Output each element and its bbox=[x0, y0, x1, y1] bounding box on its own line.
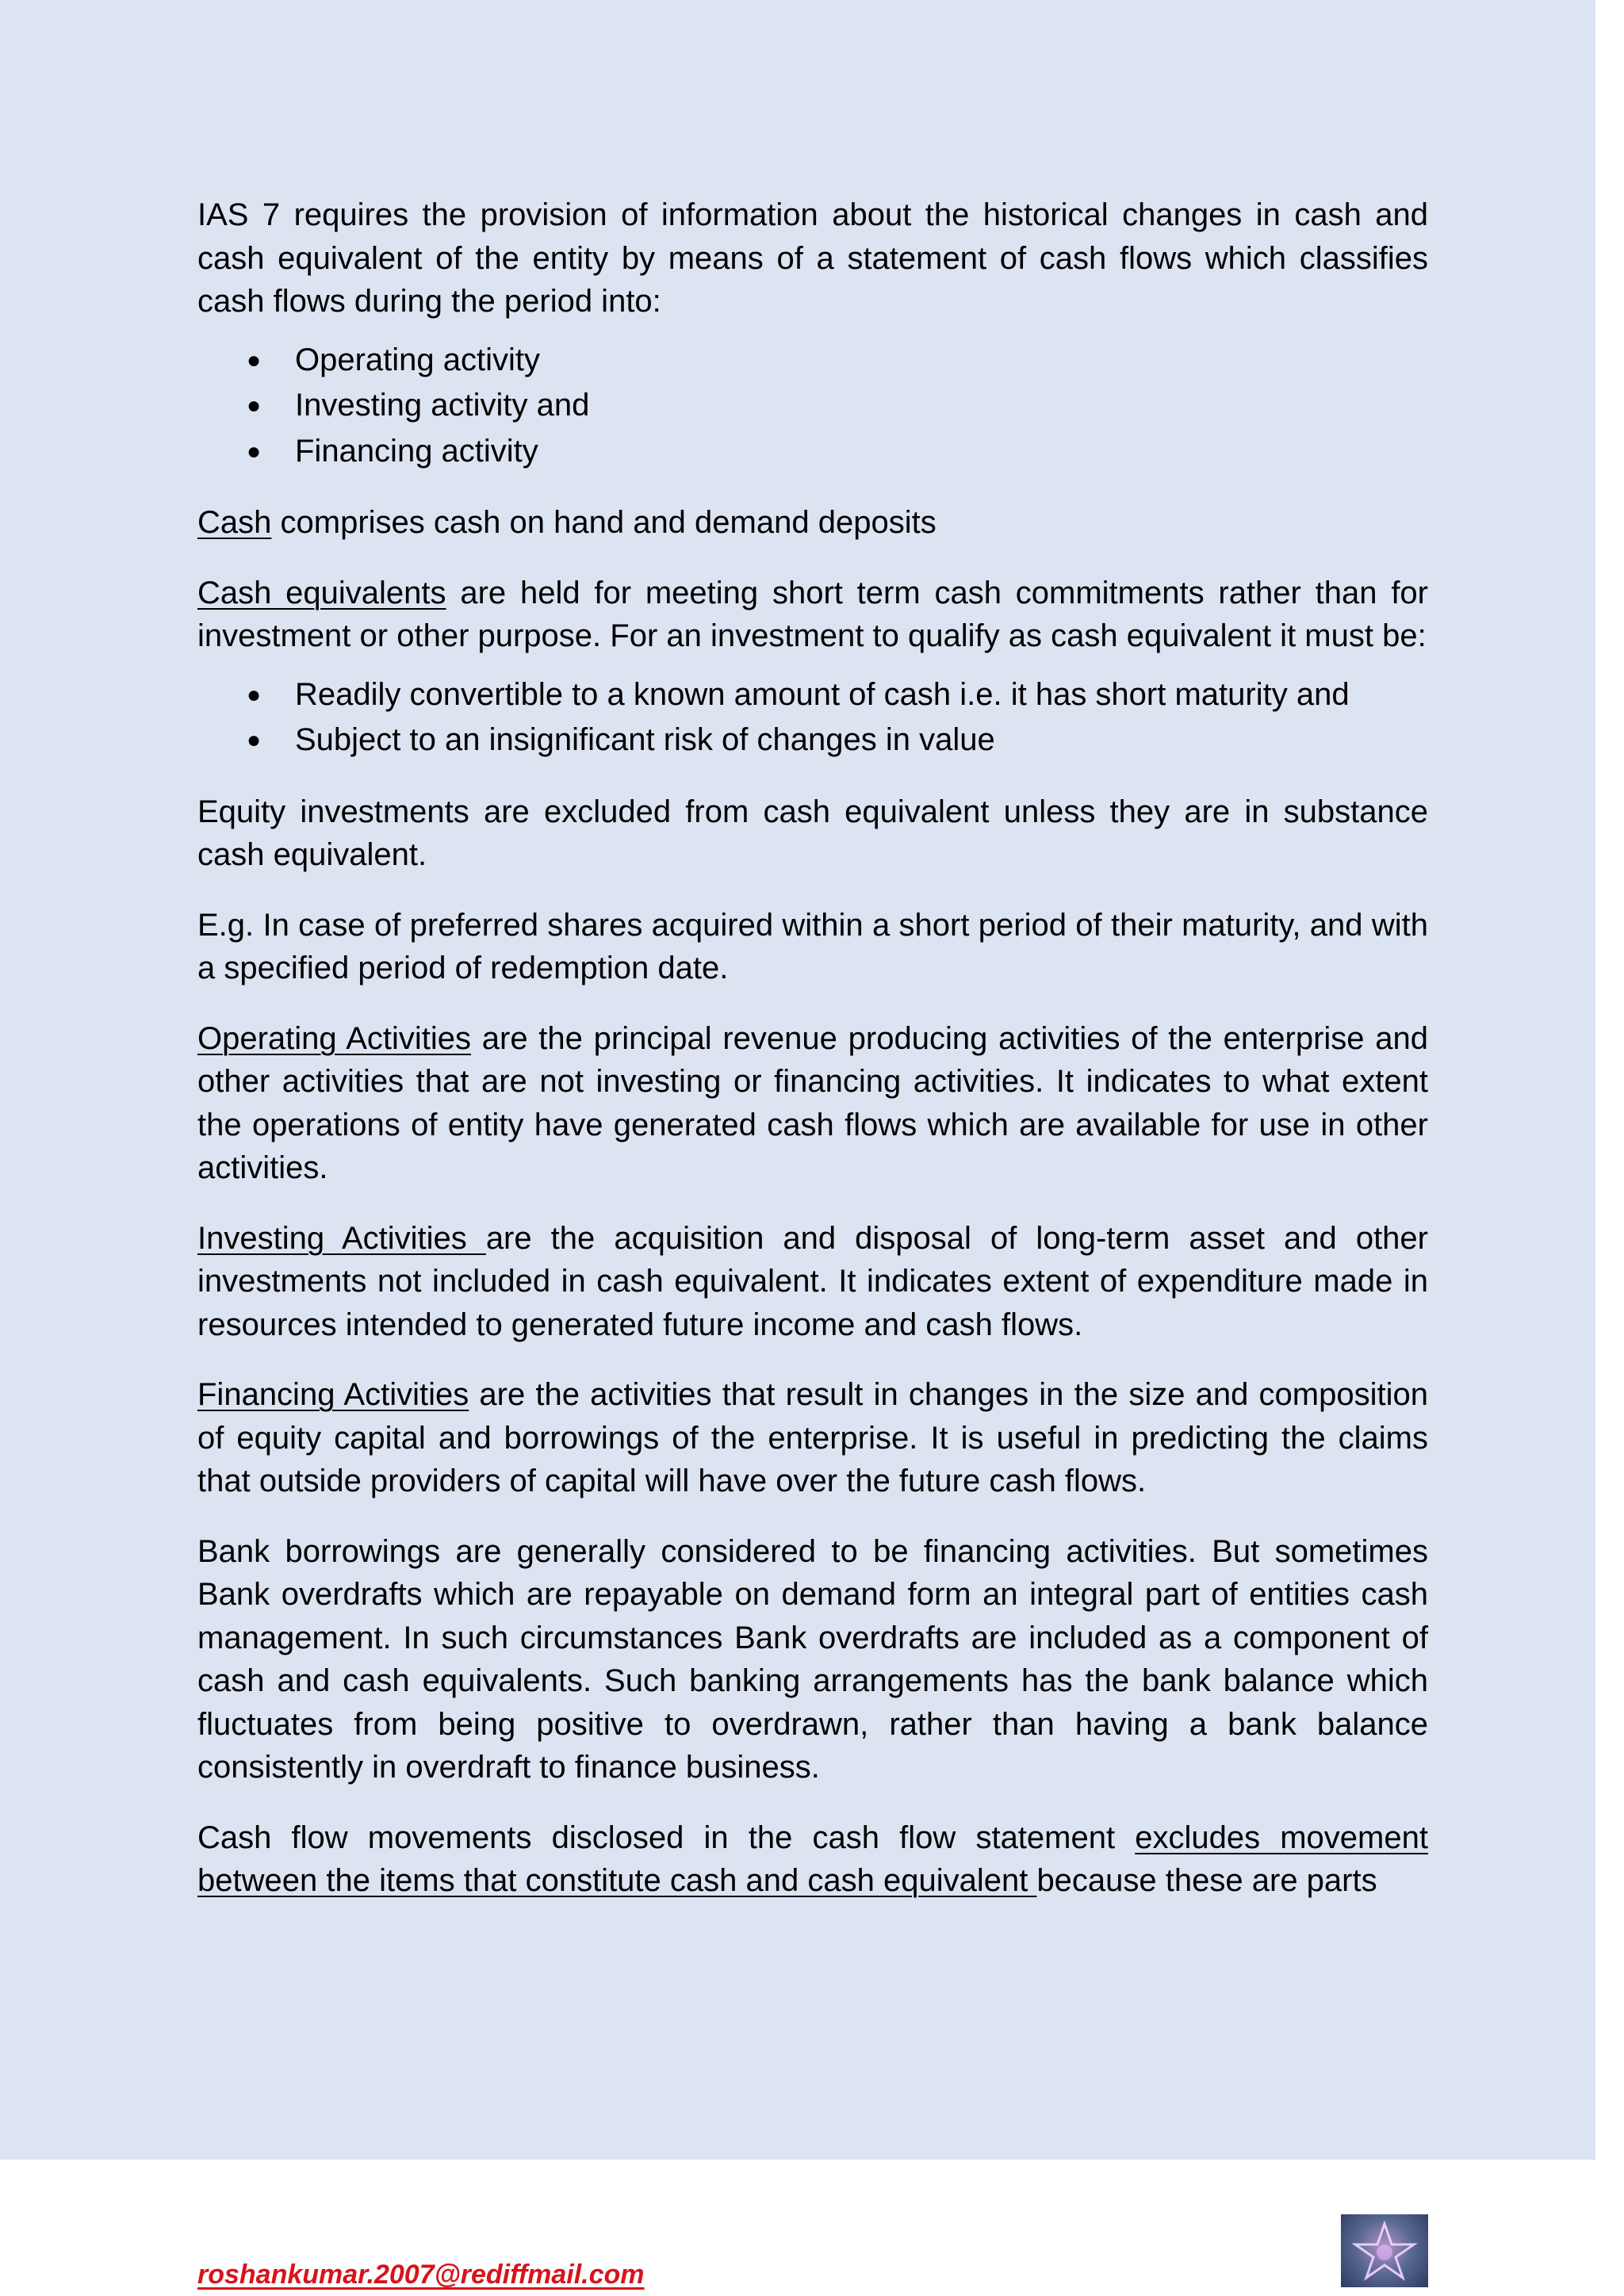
footer-email-link[interactable]: roshankumar.2007@rediffmail.com bbox=[197, 2260, 645, 2290]
list-item: ● Operating activity bbox=[197, 338, 1428, 384]
cash-flow-movements-paragraph: Cash flow movements disclosed in the cash flow statement excludes movement between the items that constitute cash and cash equivalent because these are parts bbox=[197, 1820, 1428, 1898]
list-item: ● Financing activity bbox=[197, 429, 1428, 475]
term-cash-equivalents: Cash equivalents bbox=[197, 575, 446, 610]
cash-definition: Cash comprises cash on hand and demand deposits bbox=[197, 505, 936, 540]
example-paragraph: E.g. In case of preferred shares acquired within a short period of their maturity, and with a specified period of redemption date. bbox=[197, 907, 1428, 985]
underlined-phrase: excludes movement between the items that constitute cash and cash equivalent bbox=[197, 1820, 1428, 1898]
list-item: ● Subject to an insignificant risk of changes in value bbox=[197, 718, 1428, 763]
list-item: ● Investing activity and bbox=[197, 383, 1428, 429]
bank-borrowings-paragraph: Bank borrowings are generally considered to be financing activities. But sometimes Bank overdrafts which are repayable on demand form an integral part of entities cash management. In such circumstances Bank overdrafts are included as a component of cash and cash equivalents. Such banking arrangements has the bank balance which fluctuates from being positive to overdrawn, rather than having a bank balance consistently in overdraft to finance business. bbox=[197, 1533, 1428, 1785]
bullet-icon: ● bbox=[247, 346, 262, 373]
criteria-list bbox=[197, 672, 1428, 763]
intro-paragraph: IAS 7 requires the provision of information about the historical changes in cash and cash equivalent of the entity by means of a statement of cash flows which classifies cash flows during the period into: bbox=[197, 197, 1428, 319]
bullet-icon: ● bbox=[247, 392, 262, 419]
bullet-icon: ● bbox=[247, 681, 262, 708]
financing-activities-paragraph: Financing Activities are the activities that result in changes in the size and composition of equity capital and borrowings of the enterprise. It is useful in predicting the claims that outside providers of capital will have over the future cash flows. bbox=[197, 1377, 1428, 1498]
star-logo-icon bbox=[1341, 2214, 1428, 2287]
operating-activities-paragraph: Operating Activities are the principal revenue producing activities of the enterprise and other activities that are not investing or financing activities. It indicates to what extent the operations of entity have generated cash flows which are available for use in other activities. bbox=[197, 1020, 1428, 1185]
bullet-icon: ● bbox=[247, 727, 262, 753]
list-item: ● Readily convertible to a known amount of cash i.e. it has short maturity and bbox=[197, 672, 1428, 718]
bullet-icon: ● bbox=[247, 438, 262, 465]
cash-equivalents-definition: Cash equivalents are held for meeting short term cash commitments rather than for investment or other purpose. For an investment to qualify as cash equivalent it must be: bbox=[197, 575, 1429, 653]
term-cash: Cash bbox=[197, 505, 272, 540]
investing-activities-paragraph: Investing Activities are the acquisition and disposal of long-term asset and other investments not included in cash equivalent. It indicates extent of expenditure made in resources intended to generated future income and cash flows. bbox=[197, 1220, 1428, 1342]
equity-paragraph: Equity investments are excluded from cash equivalent unless they are in substance cash equivalent. bbox=[197, 794, 1428, 872]
document-body bbox=[197, 193, 1428, 1930]
activity-list bbox=[197, 338, 1428, 475]
term-financing-activities: Financing Activities bbox=[197, 1377, 469, 1412]
term-operating-activities: Operating Activities bbox=[197, 1020, 472, 1056]
term-investing-activities: Investing Activities bbox=[197, 1220, 486, 1256]
